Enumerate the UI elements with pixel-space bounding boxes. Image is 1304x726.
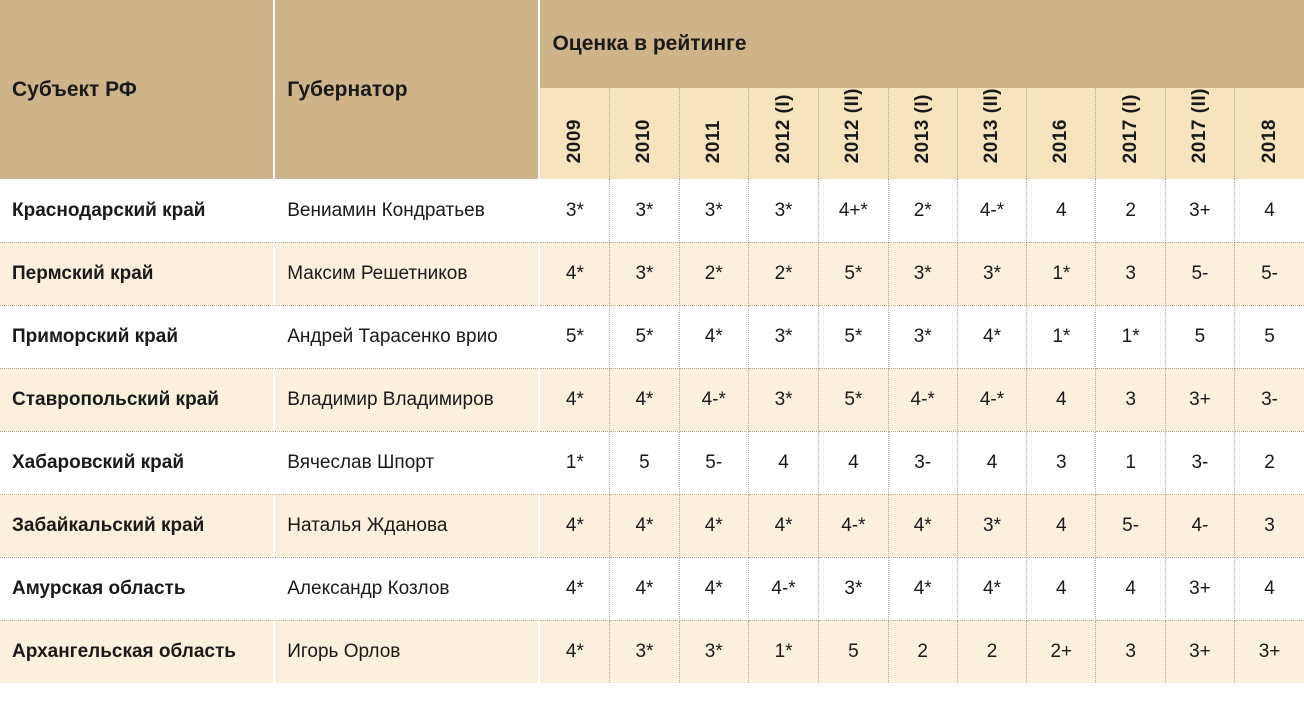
score-cell: 5* [819,305,888,368]
score-cell: 3* [748,368,818,431]
score-cell: 5* [819,242,888,305]
score-cell: 1* [539,431,609,494]
score-cell: 2* [748,242,818,305]
table-row [0,557,1304,620]
header-year-2018 [1235,88,1304,179]
score-cell: 2 [1096,179,1165,242]
header-year-label: 2017 (I) [1119,93,1141,164]
score-cell: 1* [748,620,818,683]
score-cell: 3 [1096,368,1165,431]
governor-name: Максим Решетников [274,242,539,305]
score-cell: 3* [679,620,748,683]
table-row [0,179,1304,242]
header-rating: Оценка в рейтинге [539,0,1304,88]
score-cell: 2* [679,242,748,305]
governor-name: Вячеслав Шпорт [274,431,539,494]
region-name: Краснодарский край [0,179,274,242]
score-cell: 4* [957,557,1026,620]
header-year-label: 2012 (II) [842,88,864,164]
score-cell: 4* [679,494,748,557]
score-cell: 3* [819,557,888,620]
table-row [0,494,1304,557]
score-cell: 3- [1235,368,1304,431]
header-year-2016 [1027,88,1096,179]
header-year-2017-i [1096,88,1165,179]
score-cell: 3* [888,305,957,368]
score-cell: 3 [1235,494,1304,557]
score-cell: 3* [957,242,1026,305]
score-cell: 3 [1027,431,1096,494]
score-cell: 4+* [819,179,888,242]
score-cell: 3* [748,179,818,242]
score-cell: 4* [610,368,679,431]
score-cell: 4 [1027,557,1096,620]
score-cell: 1* [1027,305,1096,368]
score-cell: 4* [679,557,748,620]
score-cell: 5 [610,431,679,494]
score-cell: 4-* [957,368,1026,431]
score-cell: 3+ [1165,179,1234,242]
score-cell: 2+ [1027,620,1096,683]
score-cell: 4 [819,431,888,494]
score-cell: 4* [539,557,609,620]
region-name: Амурская область [0,557,274,620]
score-cell: 5- [1165,242,1234,305]
region-name: Забайкальский край [0,494,274,557]
region-name: Ставропольский край [0,368,274,431]
score-cell: 4* [957,305,1026,368]
score-cell: 3* [610,242,679,305]
header-year-2012-ii [819,88,888,179]
score-cell: 2* [888,179,957,242]
score-cell: 3- [888,431,957,494]
score-cell: 4 [1027,368,1096,431]
score-cell: 4* [539,620,609,683]
score-cell: 4 [1096,557,1165,620]
score-cell: 4* [679,305,748,368]
table-row [0,368,1304,431]
score-cell: 3* [679,179,748,242]
header-year-label: 2017 (II) [1188,88,1210,164]
governor-name: Наталья Жданова [274,494,539,557]
score-cell: 5 [1165,305,1234,368]
score-cell: 4-* [888,368,957,431]
governor-name: Владимир Владимиров [274,368,539,431]
score-cell: 4 [1235,179,1304,242]
score-cell: 4-* [819,494,888,557]
header-year-label: 2010 [633,118,655,164]
score-cell: 3* [539,179,609,242]
score-cell: 4- [1165,494,1234,557]
governor-name: Вениамин Кондратьев [274,179,539,242]
score-cell: 4-* [957,179,1026,242]
score-cell: 4* [888,557,957,620]
header-year-label: 2011 [702,120,724,164]
score-cell: 5 [819,620,888,683]
header-year-2013-i [888,88,957,179]
score-cell: 3* [888,242,957,305]
score-cell: 1* [1027,242,1096,305]
score-cell: 2 [1235,431,1304,494]
score-cell: 1 [1096,431,1165,494]
score-cell: 5 [1235,305,1304,368]
header-row-titles [0,0,1304,88]
region-name: Хабаровский край [0,431,274,494]
score-cell: 5- [1235,242,1304,305]
score-cell: 5* [610,305,679,368]
score-cell: 4* [610,557,679,620]
governor-name: Игорь Орлов [274,620,539,683]
header-year-label: 2016 [1050,118,1072,164]
header-subject: Субъект РФ [0,0,274,179]
header-governor: Губернатор [274,0,539,179]
score-cell: 5- [1096,494,1165,557]
score-cell: 4 [748,431,818,494]
region-name: Приморский край [0,305,274,368]
score-cell: 3* [748,305,818,368]
score-cell: 3* [957,494,1026,557]
header-year-label: 2009 [563,118,585,164]
header-year-2013-ii [957,88,1026,179]
score-cell: 3* [610,179,679,242]
score-cell: 3* [610,620,679,683]
score-cell: 4* [748,494,818,557]
score-cell: 2 [888,620,957,683]
score-cell: 4* [539,242,609,305]
header-year-2012-i [748,88,818,179]
table-head [0,0,1304,179]
score-cell: 3+ [1165,557,1234,620]
header-year-2017-ii [1165,88,1234,179]
score-cell: 4* [539,494,609,557]
header-year-label: 2018 [1258,118,1280,164]
table-row [0,242,1304,305]
score-cell: 5* [819,368,888,431]
score-cell: 4 [1027,179,1096,242]
score-cell: 3 [1096,620,1165,683]
score-cell: 5* [539,305,609,368]
header-year-label: 2013 (II) [981,88,1002,164]
table-row [0,431,1304,494]
score-cell: 4 [1027,494,1096,557]
score-cell: 3+ [1165,368,1234,431]
score-cell: 3+ [1165,620,1234,683]
score-cell: 4* [888,494,957,557]
score-cell: 4-* [679,368,748,431]
region-name: Архангельская область [0,620,274,683]
governor-name: Александр Козлов [274,557,539,620]
table-row [0,620,1304,683]
score-cell: 3 [1096,242,1165,305]
header-year-label: 2013 (I) [911,93,933,164]
score-cell: 2 [957,620,1026,683]
score-cell: 4-* [748,557,818,620]
table-body [0,179,1304,683]
score-cell: 3+ [1235,620,1304,683]
header-year-2010 [610,88,679,179]
score-cell: 1* [1096,305,1165,368]
governor-name: Андрей Тарасенко врио [274,305,539,368]
score-cell: 3- [1165,431,1234,494]
score-cell: 4* [539,368,609,431]
header-year-2011 [679,88,748,179]
header-year-label: 2012 (I) [772,93,794,164]
header-year-2009 [539,88,609,179]
region-name: Пермский край [0,242,274,305]
score-cell: 5- [679,431,748,494]
score-cell: 4 [957,431,1026,494]
score-cell: 4* [610,494,679,557]
score-cell: 4 [1235,557,1304,620]
table-row [0,305,1304,368]
